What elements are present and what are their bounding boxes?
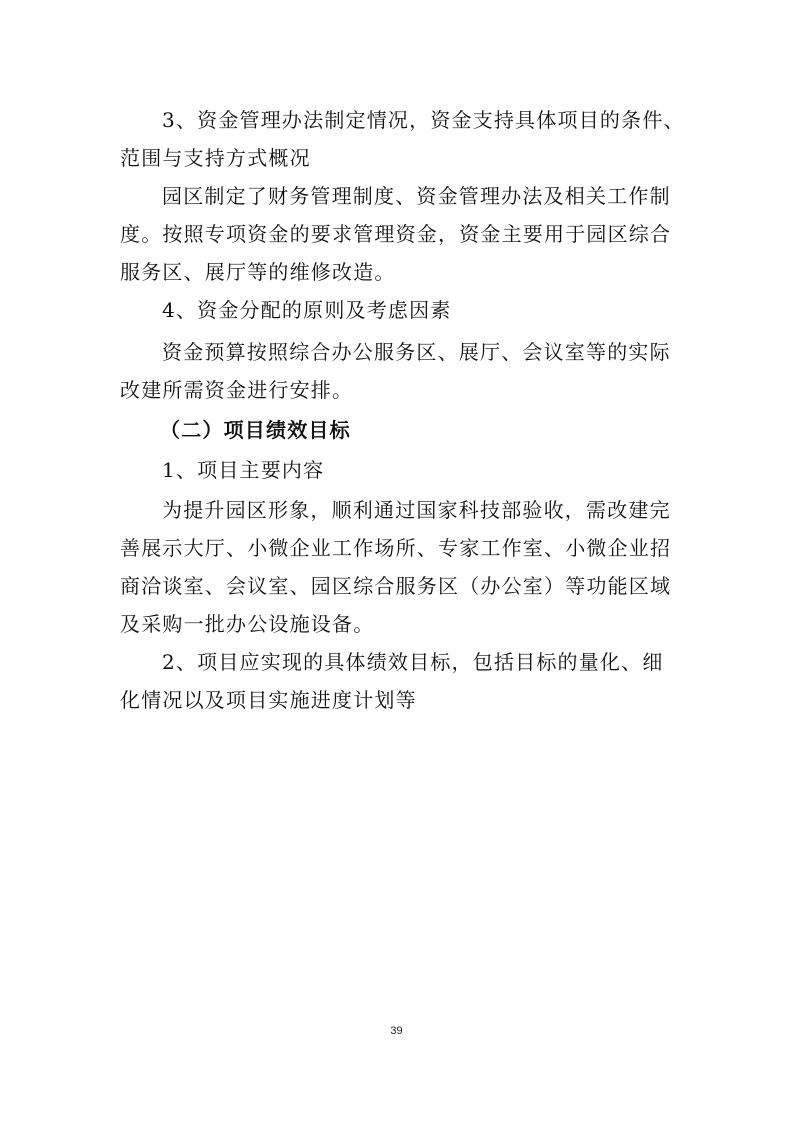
paragraph-3-line-4: 及采购一批办公设施设备。 — [120, 612, 375, 636]
paragraph-1-line-1: 园区制定了财务管理制度、资金管理办法及相关工作制 — [162, 184, 671, 208]
subheading-2-line-1: 2、项目应实现的具体绩效目标，包括目标的量化、细 — [162, 650, 664, 674]
paragraph-1-line-3: 服务区、展厅等的维修改造。 — [120, 260, 396, 284]
paragraph-2-line-2: 改建所需资金进行安排。 — [120, 378, 354, 402]
section-heading: （二）项目绩效目标 — [160, 418, 351, 442]
subheading-3-line-2: 范围与支持方式概况 — [120, 146, 311, 170]
subheading-4: 4、资金分配的原则及考虑因素 — [162, 298, 452, 322]
subheading-1: 1、项目主要内容 — [162, 458, 325, 482]
subheading-3-line-1: 3、资金管理办法制定情况，资金支持具体项目的条件、 — [162, 108, 685, 132]
paragraph-3-line-2: 善展示大厅、小微企业工作场所、专家工作室、小微企业招 — [120, 536, 672, 560]
paragraph-2-line-1: 资金预算按照综合办公服务区、展厅、会议室等的实际 — [162, 340, 671, 364]
paragraph-3-line-1: 为提升园区形象，顺利通过国家科技部验收，需改建完 — [162, 498, 671, 522]
page-number: 39 — [390, 1025, 403, 1037]
paragraph-3-line-3: 商洽谈室、会议室、园区综合服务区（办公室）等功能区域 — [120, 574, 672, 598]
paragraph-1-line-2: 度。按照专项资金的要求管理资金，资金主要用于园区综合 — [120, 222, 672, 246]
subheading-2-line-2: 化情况以及项目实施进度计划等 — [120, 688, 417, 712]
